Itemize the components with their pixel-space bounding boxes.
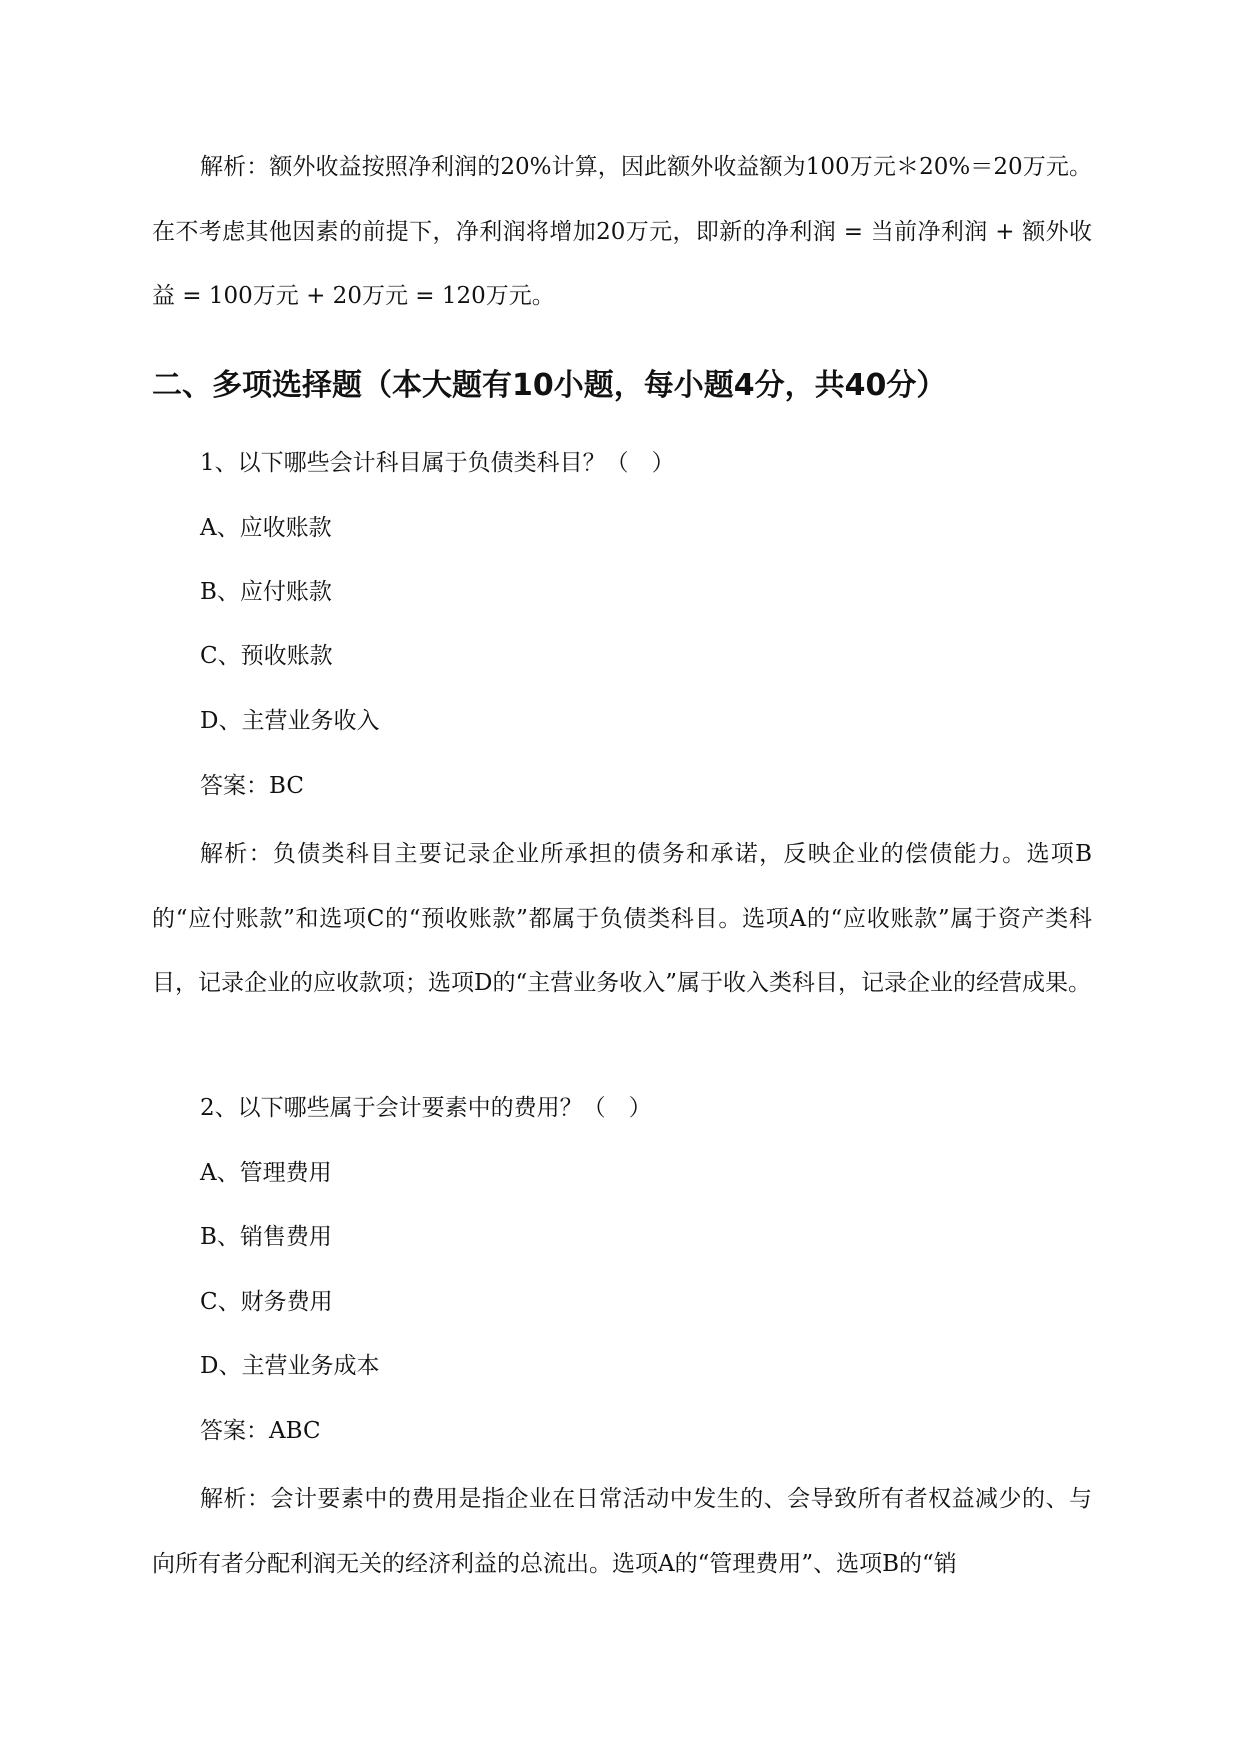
- question-2-analysis: 解析：会计要素中的费用是指企业在日常活动中发生的、会导致所有者权益减少的、与向所有者分配利润无关的经济利益的总流出。选项A的“管理费用”、选项B的“销: [152, 1486, 1092, 1577]
- question-2-option-a: A、管理费用: [200, 1160, 332, 1186]
- question-1-stem: 1、以下哪些会计科目属于负债类科目？（ ）: [200, 450, 675, 476]
- question-2-option-d: D、主营业务成本: [200, 1353, 380, 1379]
- question-1-option-a: A、应收账款: [200, 515, 332, 541]
- question-1-analysis: 解析：负债类科目主要记录企业所承担的债务和承诺，反映企业的偿债能力。选项B的“应付账款”和选项C的“预收账款”都属于负债类科目。选项A的“应收账款”属于资产类科目，记录企业的应收款项；选项D的“主营业务收入”属于收入类科目，记录企业的经营成果。: [152, 841, 1092, 996]
- question-1-option-b: B、应付账款: [200, 579, 332, 605]
- top-analysis-paragraph: 解析：额外收益按照净利润的20%计算，因此额外收益额为100万元＊20%＝20万元。在不考虑其他因素的前提下，净利润将增加20万元，即新的净利润 = 当前净利润 + 额外收益 = 100万元 + 20万元 = 120万元。: [152, 154, 1092, 309]
- question-2-stem: 2、以下哪些属于会计要素中的费用？（ ）: [200, 1095, 652, 1121]
- question-2-option-c: C、财务费用: [200, 1289, 333, 1315]
- section-heading: 二、多项选择题（本大题有10小题，每小题4分，共40分）: [152, 368, 947, 403]
- question-1-answer: 答案：BC: [200, 773, 304, 799]
- question-1-option-c: C、预收账款: [200, 643, 333, 669]
- question-2-answer: 答案：ABC: [200, 1418, 321, 1444]
- question-2-option-b: B、销售费用: [200, 1224, 332, 1250]
- question-1-option-d: D、主营业务收入: [200, 708, 380, 734]
